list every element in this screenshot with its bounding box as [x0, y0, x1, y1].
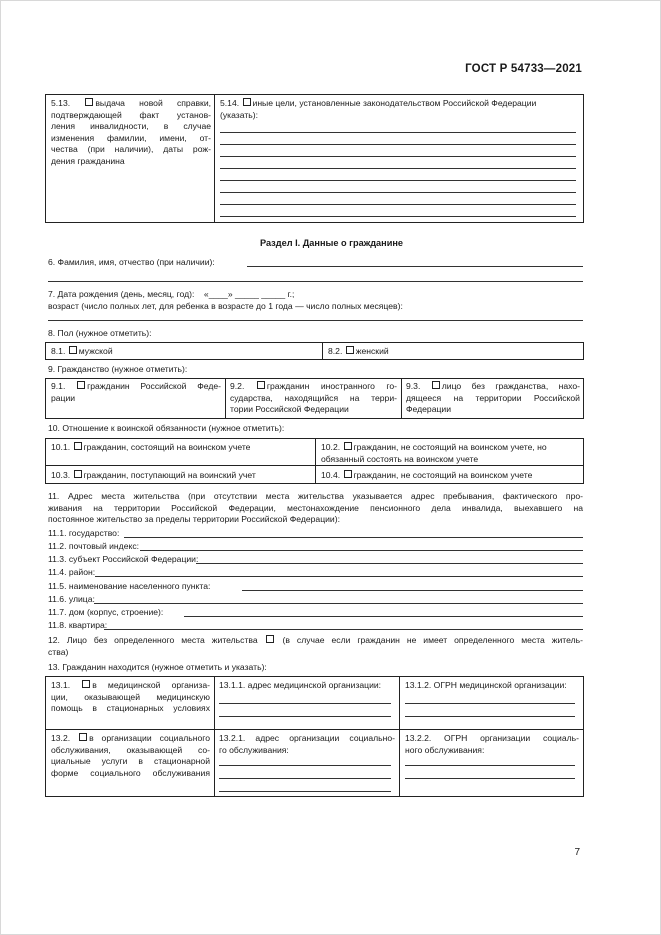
q13-1-2-label: 13.1.2. ОГРН медицинской организации:: [405, 680, 567, 690]
birthdate-field[interactable]: «____» _____ _____ г.;: [203, 289, 295, 299]
district-field[interactable]: [95, 576, 583, 577]
checkbox-icon[interactable]: [432, 381, 440, 389]
q11-house-label: 11.7. дом (корпус, строение):: [48, 607, 164, 617]
checkbox-icon[interactable]: [346, 346, 354, 354]
q9-option-1: 9.1. гражданин Российской Феде- рации: [51, 381, 221, 403]
social-org-address-field[interactable]: [219, 791, 391, 792]
med-org-ogrn-field[interactable]: [405, 716, 575, 717]
q9-label: 9. Гражданство (нужное отметить):: [48, 364, 188, 374]
fio-field[interactable]: [247, 266, 583, 267]
checkbox-icon[interactable]: [74, 442, 82, 450]
q7-age-label: возраст (число полных лет, для ребенка в возрасте до 1 года — число полных месяцев):: [48, 301, 403, 311]
page-number: 7: [574, 847, 580, 858]
checkbox-icon[interactable]: [266, 635, 274, 643]
country-field[interactable]: [124, 537, 583, 538]
item-5-14-line[interactable]: [220, 180, 576, 181]
item-5-13-text: 5.13. выдача новой справки, подтверждающей факт установ- ления инвалидности, в случае изменения фамилии, имени, от- чества (при наличии), даты рож- дения гражданина: [51, 98, 212, 166]
q9-option-2: 9.2. гражданин иностранного го- сударства, находящийся на терри- тории Российской Федерации: [230, 381, 397, 415]
fio-field-line2[interactable]: [48, 281, 583, 282]
checkbox-icon[interactable]: [69, 346, 77, 354]
standard-header: ГОСТ Р 54733—2021: [465, 63, 582, 75]
q8-option-male: 8.1. мужской: [51, 346, 113, 356]
q11-country-label: 11.1. государство:: [48, 528, 120, 538]
street-field[interactable]: [94, 603, 583, 604]
q6-label: 6. Фамилия, имя, отчество (при наличии):: [48, 257, 215, 267]
region-field[interactable]: [196, 563, 583, 564]
checkbox-icon[interactable]: [82, 680, 90, 688]
q11-street-label: 11.6. улица:: [48, 594, 95, 604]
house-field[interactable]: [184, 616, 583, 617]
q11-apartment-label: 11.8. квартира:: [48, 620, 108, 630]
q13-2-1-label: 13.2.1. адрес организации социально- го обслуживания:: [219, 733, 395, 755]
q11-region-label: 11.3. субъект Российской Федерации:: [48, 554, 199, 564]
q8-label: 8. Пол (нужное отметить):: [48, 328, 152, 338]
social-org-address-field[interactable]: [219, 778, 391, 779]
q13-1-1-label: 13.1.1. адрес медицинской организации:: [219, 680, 382, 690]
q11-postcode-label: 11.2. почтовый индекс:: [48, 541, 140, 551]
q10-option-4: 10.4. гражданин, не состоящий на воинском учете: [321, 470, 533, 480]
q8-option-female: 8.2. женский: [328, 346, 389, 356]
checkbox-icon[interactable]: [77, 381, 85, 389]
q7-birthdate: 7. Дата рождения (день, месяц, год): «____» _____ _____ г.;: [48, 289, 295, 299]
q11-district-label: 11.4. район:: [48, 567, 96, 577]
section-title: Раздел I. Данные о гражданине: [259, 238, 404, 248]
checkbox-icon[interactable]: [243, 98, 251, 106]
q10-option-1: 10.1. гражданин, состоящий на воинском учете: [51, 442, 251, 452]
q9-option-3: 9.3. лицо без гражданства, нахо- дящееся на территории Российской Федерации: [406, 381, 580, 415]
q11-locality-label: 11.5. наименование населенного пункта:: [48, 581, 211, 591]
age-field[interactable]: [48, 320, 583, 321]
item-5-14-line[interactable]: [220, 132, 576, 133]
social-org-ogrn-field[interactable]: [405, 765, 575, 766]
item-5-14-line[interactable]: [220, 144, 576, 145]
apartment-field[interactable]: [104, 629, 583, 630]
q13-2-2-label: 13.2.2. ОГРН организации социаль- ного обслуживания:: [405, 733, 579, 755]
social-org-address-field[interactable]: [219, 765, 391, 766]
q13-2-option: 13.2. в организации социального обслуживания, оказывающей со- циальные услуги в стационарной форме социального обслуживания: [51, 733, 210, 778]
checkbox-icon[interactable]: [257, 381, 265, 389]
q12-text: 12. Лицо без определенного места жительства (в случае если гражданин не имеет определенного места житель- ства): [48, 635, 583, 657]
checkbox-icon[interactable]: [74, 470, 82, 478]
postcode-field[interactable]: [140, 550, 583, 551]
item-5-14-line[interactable]: [220, 204, 576, 205]
q11-intro: 11. Адрес места жительства (при отсутствии места жительства указывается адрес пребывания, фактического про- живания на территории Российской Федерации, местонахождение пенсионного дела инвалида, выехавшего на постоянное жительство за пределы территории Российской Федерации):: [48, 491, 583, 525]
item-5-14-line[interactable]: [220, 168, 576, 169]
item-5-14-line[interactable]: [220, 156, 576, 157]
q13-1-option: 13.1. в медицинской организа- ции, оказывающей медицинскую помощь в стационарных условиях: [51, 680, 210, 714]
item-5-14-line[interactable]: [220, 192, 576, 193]
social-org-ogrn-field[interactable]: [405, 778, 575, 779]
med-org-ogrn-field[interactable]: [405, 703, 575, 704]
checkbox-icon[interactable]: [85, 98, 93, 106]
locality-field[interactable]: [242, 590, 583, 591]
q10-option-2: 10.2. гражданин, не состоящий на воинском учете, но обязанный состоять на воинском учете: [321, 442, 547, 464]
q10-label: 10. Отношение к воинской обязанности (нужное отметить):: [48, 423, 285, 433]
checkbox-icon[interactable]: [79, 733, 87, 741]
q10-option-3: 10.3. гражданин, поступающий на воинский учет: [51, 470, 256, 480]
checkbox-icon[interactable]: [344, 470, 352, 478]
item-5-14-text: 5.14. иные цели, установленные законодательством Российской Федерации (указать):: [220, 98, 537, 120]
item-5-14-line[interactable]: [220, 216, 576, 217]
checkbox-icon[interactable]: [344, 442, 352, 450]
med-org-address-field[interactable]: [219, 703, 391, 704]
med-org-address-field[interactable]: [219, 716, 391, 717]
q13-label: 13. Гражданин находится (нужное отметить и указать):: [48, 662, 267, 672]
